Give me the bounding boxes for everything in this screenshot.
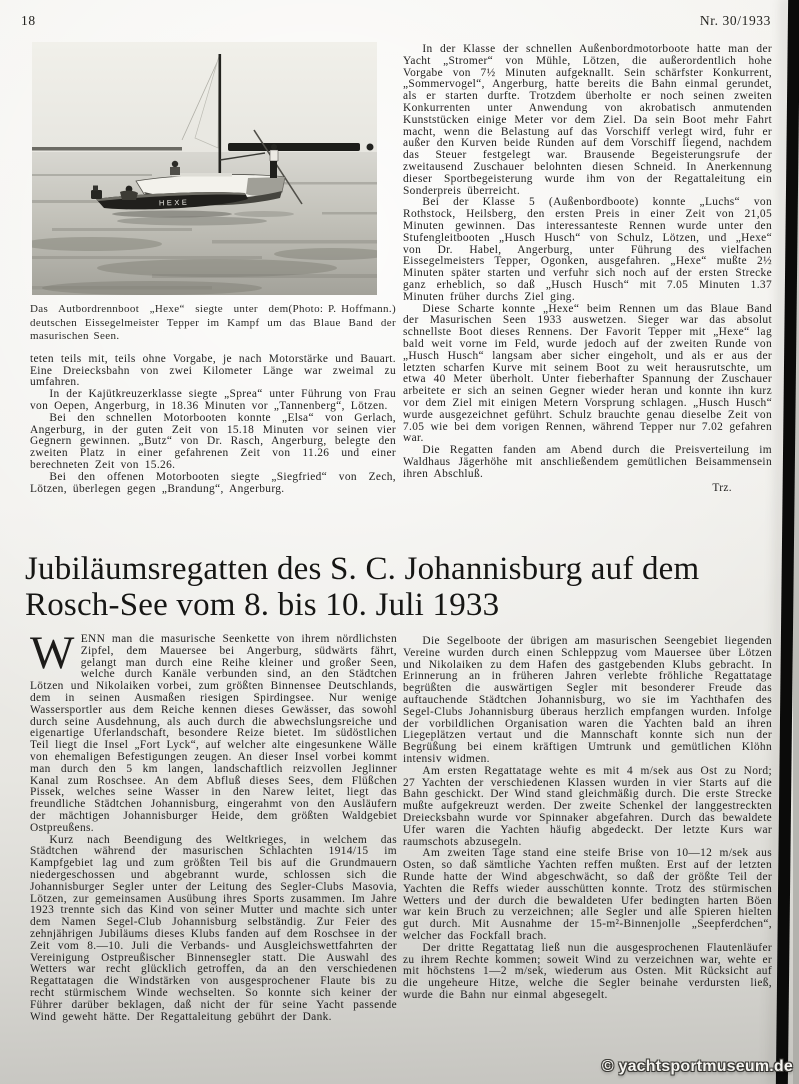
article-paragraph: Die Regatten fanden am Abend durch die Preisverteilung im Waldhaus Jägerhöhe mit anschließendem gemütlichen Beisammensein ihren Abschluß. [403,444,772,480]
top-left-column [30,42,396,495]
article-paragraph: In der Kajütkreuzerklasse siegte „Sprea“ unter Führung von Frau von Oepen, Angerburg, in 18.36 Minuten vor „Tannenberg“, Lötzen. [30,388,396,412]
headline-line-2: Rosch-See vom 8. bis 10. Juli 1933 [25,587,500,623]
main-right-column [403,636,772,1002]
mast [219,54,222,180]
regatta-photo-image [32,42,377,295]
article-paragraph: Am ersten Regattatage wehte es mit 4 m/sek aus Ost zu Nord; 27 Yachten der verschiedenen Klassen wurden in vier Starts auf die Bahn geschickt. Der Wind stand gleichmäßig durch. Die erste Strecke mußte aufgekreuzt werden. Der zweite Schenkel der langgestreckten Dreiecksbahn wurde vor Spinnaker abgefahren. Durch das bewaldete Ufer waren die Yachten häufig abgedeckt. Der letzte Kurs war raumschots abzusegeln. [403,764,772,848]
boat-name-label: HEXE [158,197,190,208]
page-header [21,13,771,29]
author-signature: Trz. [712,482,732,495]
article-paragraph: Der dritte Regattatag ließ nun die ausgesprochenen Flautenläufer zu ihrem Rechte kommen; soweit Wind zu verzeichnen war, wehte er mit höchstens 1—2 m/sek, wiederum aus Osten. Mit Rücksicht auf die ungeheure Hitze, welche die Segler beinahe verdursten ließ, wurde die Bahn nur einmal abgesegelt. [403,941,772,1001]
article-paragraph: Bei der Klasse 5 (Außenbordboote) konnte „Luchs“ von Rothstock, Heilsberg, den ersten Preis in einer Zeit von 21,05 Minuten gewinnen. Das interessanteste Rennen wurde unter den Stufengleitbooten „Husch Husch“ von Schulz, Lötzen, und „Hexe“ von Dr. Habel, Angerburg, unter Führung des vielfachen Eissegelmeisters Tepper, Ogonken, ausgefahren. „Hexe“ mußte 2½ Minuten später starten und verfuhr sich noch auf der ersten Strecke ganz erheblich, so daß „Husch Husch“ mit 7.05 Minuten 1.37 Minuten früher durchs Ziel ging. [403,196,772,303]
issue-number: Nr. 30/1933 [699,13,771,28]
page-number: 18 [21,13,36,28]
article-paragraph: Bei den offenen Motorbooten siegte „Siegfried“ von Zech, Lötzen, überlegen gegen „Brandung“, Angerburg. [30,470,396,495]
photo-credit: (Photo: P. Hoffmann.) [288,303,396,315]
article-paragraph: Am zweiten Tage stand eine steife Brise von 10—12 m/sek aus Osten, so daß sämtliche Yachten reffen mußten. Erst auf der letzten Runde hatte der Wind abgeschwächt, so daß der größte Teil der Yachten die Reffs wieder ausschütten konnte. Trotz des stürmischen Wetters und der durch die bewaldeten Ufer bedingten harten Böen war kein Bruch zu verzeichnen; alle Segler und alle Spieren hielten gut durch. Mit Ausnahme der 15-m²-Binnenjolle „Seepferdchen“, welcher das Fockfall brach. [403,847,772,942]
article-paragraph: Diese Scharte konnte „Hexe“ beim Rennen um das Blaue Band der Masurischen Seen 1933 auswetzen. Sieger war das absolut schnellste Boot dieses Rennens. Der Favorit Tepper mit „Hexe“ lag bald weit vorne im Feld, wurde jedoch auf der zweiten Runde von „Husch Husch“ langsam aber sicher eingeholt, und als er aus der letzten scharfen Kurve mit seinem Boot zu weit herausrutschte, um etwa 40 Meter überholt. Unter fieberhafter Spannung der Zuschauer arbeitete er sich an seinen Gegner wieder heran und konnte ihn kurz vor dem Ziel mit einigen Metern Vorsprung schlagen. „Husch Husch“ wurde ausgezeichnet geführt. Schulz brauchte genau dieselbe Zeit von 7.05 wie bei dem vorigen Rennen, während Tepper nur 7.02 gefahren war. [403,302,772,445]
headline-line-1: Jubiläumsregatten des S. C. Johannisburg auf dem [25,551,700,587]
near-shoreline [228,143,360,151]
article-paragraph: Kurz nach Beendigung des Weltkrieges, in welchem das Städtchen während der masurischen Schlachten 1914/15 im Kampfgebiet lag und zum größten Teil bis auf die Grundmauern niedergeschossen und abgebrannt wurde, schlossen sich die Johannisburger Segler unter der Leitung des Segler-Clubs Masovia, Lötzen, zur gemeinsamen Ausübung ihres Sports zusammen. Im Jahre 1923 trennte sich das Kind von seiner Mutter und machte sich unter dem Namen Segel-Club Johannisburg selbständig. Zur Feier des zehnjährigen Jubiläums dieses Klubs fanden auf dem Roschsee in der Zeit vom 8.—10. Juli die Verbands- und Ausgleichswettfahrten der Vereinigung Ostpreußischer Binnensegler statt. Die Auswahl des Wetters war recht glücklich getroffen, da an den verschiedenen Regattatagen die Windstärken von ausgesprochener Flaute bis zu recht stürmischem Winde wechselten. So konnte sich keiner der Führer darüber beklagen, daß nicht der für seine Yacht passende Wind geweht hätte. Der Regattaleitung gebührt der Dank. [30,833,397,1023]
photo-caption [30,303,396,344]
article-paragraph: In der Klasse der schnellen Außenbordmotorboote hatte man der Yacht „Stromer“ von Mühle, Lötzen, die außerordentlich hohe Vorgabe von 7½ Minuten aufgeknallt. Sein schärfster Konkurrent, „Sommervogel“, Angerburg, hatte bereits die Bahn einmal gerundet, als er starten durfte. Trotzdem überholte er noch seinen zweiten Konkurrenten unter Anwendung von akrobatisch anmutenden Kunststücken einige Meter vor dem Ziel. Da sein Boot mehr Fahrt macht, wenn die Belastung auf das Vorschiff verlegt wird, fuhr er außer den Kurven beide Runden auf dem Vorschiff liegend, nachdem das Steuer festgelegt war. Brausende Begeisterungsrufe der zweitausend Zuschauer belohnten diesen Schneid. In Anerkennung dieser Sportbegeisterung wurde ihm von der Regattaleitung ein Sonderpreis überreicht. [403,43,772,197]
far-shoreline [32,147,182,151]
article-headline [25,551,787,623]
article-paragraph-text: ENN man die masurische Seenkette von ihrem nördlichsten Zipfel, dem Mauersee bei Angerburg, südwärts fährt, gelangt man durch eine Reihe kleiner und großer Seen, welche durch Kanäle verbunden sind, an den Städtchen Lötzen und Nikolaiken vorbei, zum größten Binnensee Deutschlands, dem in seinen Ausmaßen riesigen Spirdingsee. Nur wenige Wassersportler aus dem Reiche kennen dieses Gewässer, das sowohl durch seine Ausdehnung, als auch durch die abwechslungsreiche und eigenartige Uferlandschaft, besondere Reize bietet. Im südöstlichen Teil liegt die Insel „Fort Lyck“, auf welcher alte eingesunkene Wälle von ehemaligen Befestigungen zeugen. An dieser Insel vorbei kommt man durch den 5 km langen, landschaftlich reizvollen Jeglinner Kanal zum Roschsee. An dem Abfluß dieses Sees, dem Flüßchen Pissek, welches seine Wasser in den Narew leitet, liegt das freundliche Städtchen Johannisburg, eingerahmt von den Ausläufern der mächtigen Johannisburger Heide, dem größten Waldgebiet Ostpreußens. [30,633,397,834]
regatta-photo [32,42,377,295]
photo-caption-text: Das Autbordrennboot „Hexe“ siegte unter dem deutschen Eissegelmeister Tepper im Kampf um das Blaue Band der masurischen Seen. [30,303,396,343]
article-paragraph: Die Segelboote der übrigen am masurischen Seengebiet liegenden Vereine wurden durch einen Schleppzug vom Mauersee über Lötzen und Nikolaiken zu dem Hafen des gastgebenden Klubs gebracht. In Erinnerung an in früheren Jahren verlebte fröhliche Regattatage begrüßten die auswärtigen Segler mit besonderer Freude das auftauchende Städtchen Johannisburg, wo sie im Yachthafen des Segel-Clubs Johannisburg überaus herzlich empfangen wurden. Infolge der vorbildlichen Organisation waren die Yachten bald an ihren Liegeplätzen vertaut und die Mannschaft konnte sich nun der Begrüßung bei einem kräftigen Umtrunk und gemütlichen Klöhn intensiv widmen. [403,635,772,765]
drop-cap: W [30,627,75,679]
watermark: © yachtsportmuseum.de [601,1058,793,1075]
top-right-column [403,44,772,495]
article-paragraph [30,627,397,835]
main-left-column [30,627,397,1023]
article-paragraph: Bei den schnellen Motorbooten konnte „Elsa“ von Gerlach, Angerburg, in der guten Zeit von 15.18 Minuten vor seinen vier Gegnern gewinnen. „Butz“ von Dr. Rasch, Angerburg, belegte den zweiten Platz in einer gefahrenen Zeit von 11.26 und einer berechneten Zeit von 15.26. [30,411,396,471]
article-paragraph: teten teils mit, teils ohne Vorgabe, je nach Motorstärke und Bauart. Eine Dreiecksbahn von zwei Kilometer Länge war zweimal zu umfahren. [30,352,396,389]
